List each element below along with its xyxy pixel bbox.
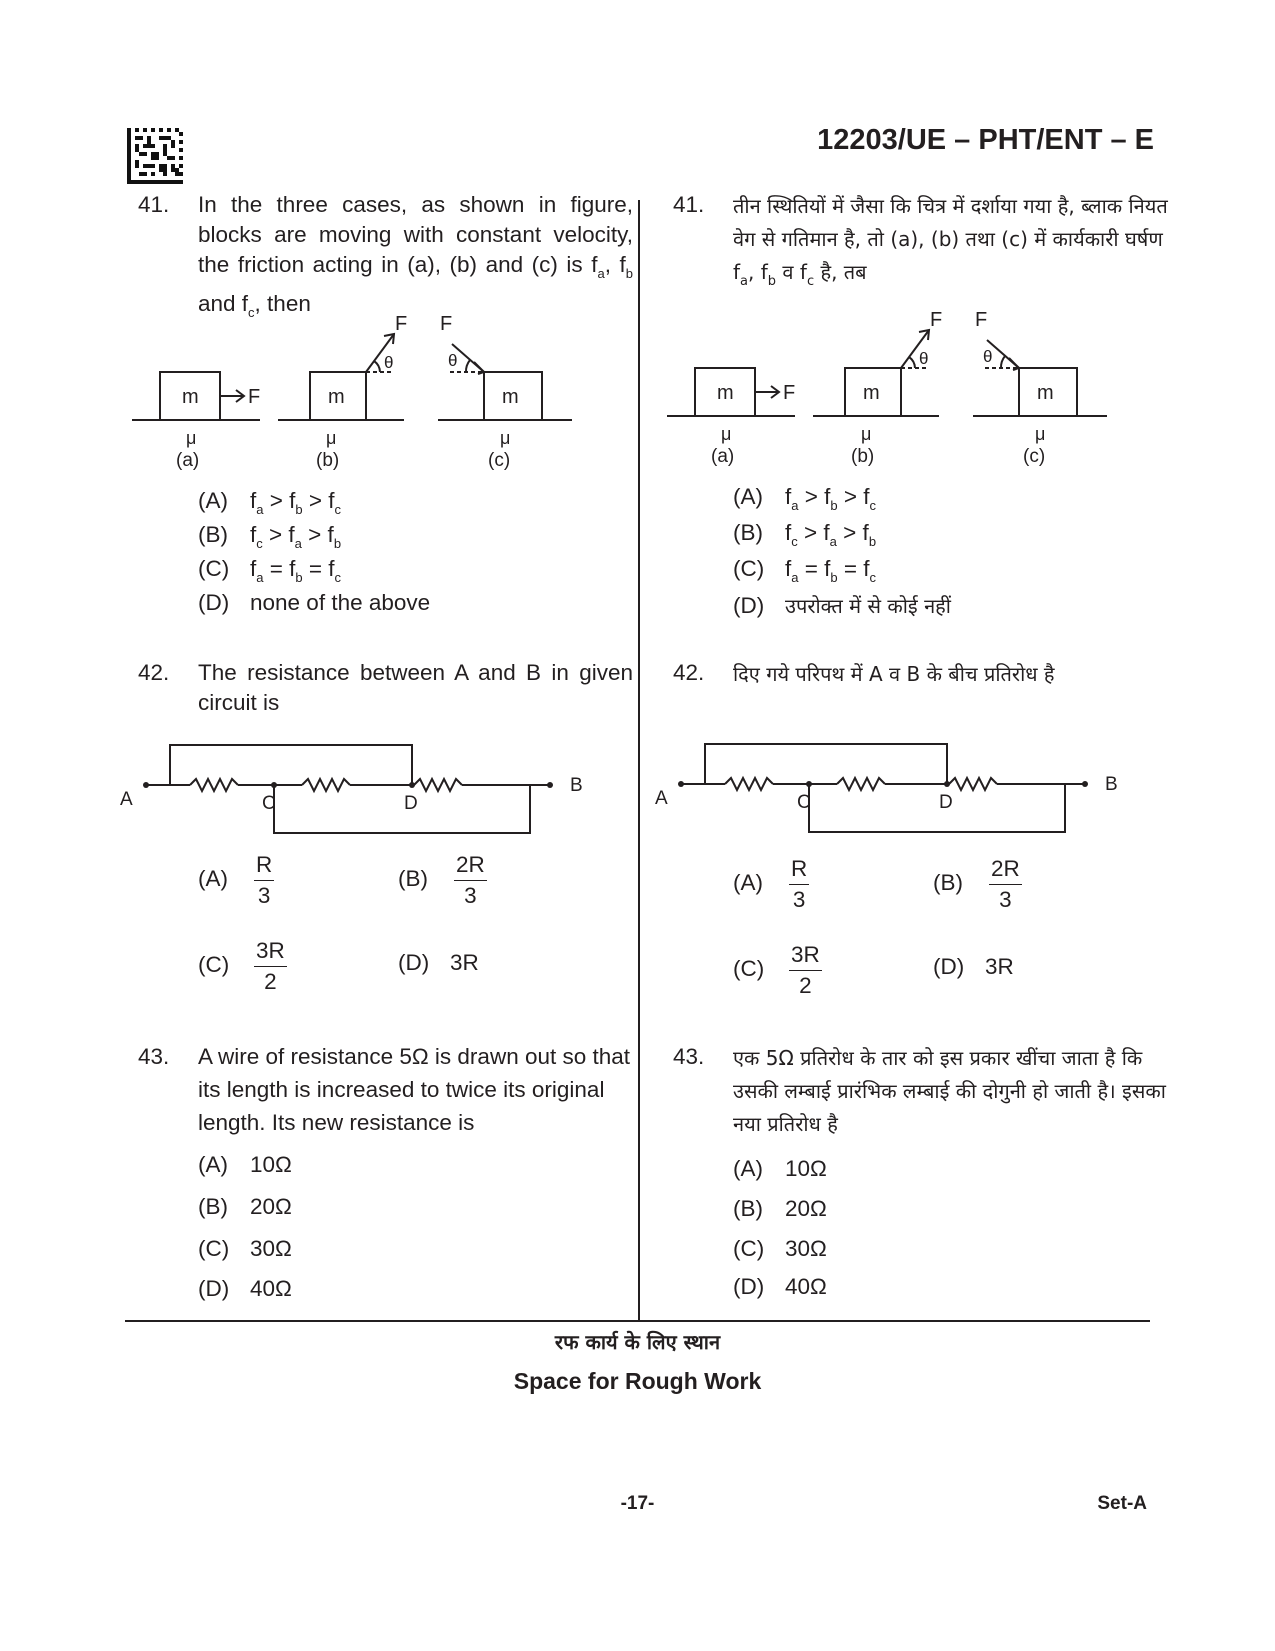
angle-label: θ [983, 347, 993, 366]
case-label: (b) [316, 450, 340, 470]
fraction: $\frac{R}{3}$ [791, 856, 808, 912]
question-text: एक 5Ω प्रतिरोध के तार को इस प्रकार खींचा जाता है कि उसकी लम्बाई प्रारंभिक लम्बाई की दोगुनी हो जाती है। इसका नया प्रतिरोध है [733, 1046, 1166, 1136]
question-41 [138, 190, 633, 328]
angle-label: θ [919, 349, 929, 368]
question-42 [138, 658, 633, 718]
question-text: दिए गये परिपथ में A व B के बीच प्रतिरोध है [733, 662, 1055, 686]
question-42 [673, 658, 1168, 691]
option-c[interactable]: (C) 30Ω [198, 1236, 292, 1261]
case-label: (c) [488, 450, 511, 470]
force-label: F [440, 313, 453, 335]
question-number: 42. [673, 660, 705, 685]
blocks-figure [667, 306, 1127, 466]
option-a[interactable]: (A) $f_a > f_b > f_c$ [198, 488, 342, 517]
option-a[interactable]: (A) $f_a > f_b > f_c$ [733, 484, 877, 513]
node-d-label: D [404, 793, 418, 814]
block-mass-label: m [182, 386, 199, 408]
column-divider [638, 200, 640, 1320]
node-c-label: C [797, 792, 811, 813]
option-a[interactable]: (A) 10Ω [733, 1156, 827, 1181]
question-text: तीन स्थितियों में जैसा कि चित्र में दर्शाया गया है, ब्लाक नियत वेग से गतिमान है, तो (a), (b) तथा (c) में कार्यकारी घर्षण $f_a$, $f_b$ व $f_c$ है, तब [733, 194, 1168, 289]
fraction: $\frac{2R}{3}$ [456, 852, 485, 908]
force-label: F [395, 313, 408, 335]
question-text: The resistance between A and B in given circuit is [198, 660, 633, 715]
block-mass-label: m [717, 382, 734, 404]
case-label: (b) [851, 446, 875, 466]
fraction: $\frac{3R}{2}$ [256, 938, 285, 994]
option-c[interactable]: (C) $f_a = f_b = f_c$ [198, 556, 342, 585]
friction-label: μ [1035, 424, 1046, 444]
paper-code: 12203/UE – PHT/ENT – E [817, 124, 1154, 156]
question-number: 41. [673, 192, 705, 217]
option-b[interactable]: (B) 20Ω [198, 1194, 292, 1219]
question-number: 41. [138, 192, 170, 217]
block-mass-label: m [863, 382, 880, 404]
option-c[interactable]: (C) $f_a = f_b = f_c$ [733, 556, 877, 585]
question-text: A wire of resistance 5Ω is drawn out so that its length is increased to twice its original length. Its new resistance is [198, 1044, 631, 1135]
footer-divider [125, 1320, 1150, 1322]
option-d[interactable]: (D) 40Ω [198, 1276, 292, 1301]
qr-code [127, 128, 183, 184]
question-43 [138, 1040, 633, 1139]
option-b[interactable]: (B) $\frac{2R}{3}$ [933, 854, 1022, 915]
friction-label: μ [500, 428, 511, 448]
friction-label: μ [861, 424, 872, 444]
circuit-figure [653, 734, 1123, 844]
page-number: -17- [620, 1493, 655, 1514]
question-number: 43. [673, 1044, 705, 1069]
case-label: (c) [1023, 446, 1046, 466]
fraction: $\frac{3R}{2}$ [791, 942, 820, 998]
node-b-label: B [1105, 774, 1118, 795]
option-a[interactable]: (A) $\frac{R}{3}$ [733, 854, 809, 915]
angle-label: θ [384, 353, 394, 372]
node-c-label: C [262, 793, 276, 814]
fraction: $\frac{R}{3}$ [256, 852, 273, 908]
rough-work-hindi: रफ कार्य के लिए स्थान [554, 1330, 721, 1354]
option-b[interactable]: (B) $f_c > f_a > f_b$ [733, 520, 877, 549]
angle-label: θ [448, 351, 458, 370]
force-label: F [975, 309, 988, 331]
node-a-label: A [120, 789, 133, 810]
node-a-label: A [655, 788, 668, 809]
question-41 [673, 190, 1168, 298]
case-label: (a) [176, 450, 200, 470]
friction-label: μ [186, 428, 197, 448]
option-a[interactable]: (A) 10Ω [198, 1152, 292, 1177]
option-b[interactable]: (B) $f_c > f_a > f_b$ [198, 522, 342, 551]
question-number: 42. [138, 660, 170, 685]
option-c[interactable]: (C) $\frac{3R}{2}$ [198, 936, 287, 997]
fraction: $\frac{2R}{3}$ [991, 856, 1020, 912]
force-label: F [930, 309, 943, 331]
node-d-label: D [939, 792, 953, 813]
force-label: F [248, 386, 261, 408]
option-d[interactable]: (D) 40Ω [733, 1274, 827, 1299]
option-d[interactable]: (D) 3R [398, 950, 479, 975]
force-label: F [783, 382, 796, 404]
block-mass-label: m [502, 386, 519, 408]
friction-label: μ [721, 424, 732, 444]
option-a[interactable]: (A) $\frac{R}{3}$ [198, 850, 274, 911]
block-mass-label: m [328, 386, 345, 408]
friction-label: μ [326, 428, 337, 448]
rough-work-english: Space for Rough Work [513, 1368, 762, 1394]
circuit-figure [118, 735, 588, 845]
option-c[interactable]: (C) $\frac{3R}{2}$ [733, 940, 822, 1001]
question-number: 43. [138, 1044, 170, 1069]
option-d[interactable]: (D) 3R [933, 954, 1014, 979]
option-b[interactable]: (B) 20Ω [733, 1196, 827, 1221]
set-label: Set-A [1097, 1493, 1147, 1514]
option-d[interactable]: (D) none of the above [198, 590, 431, 615]
blocks-figure [132, 310, 592, 470]
question-text: In the three cases, as shown in figure, blocks are moving with constant velocity, the friction acting in (a), (b) and (c) is $f_a$, $f_b$ and $f_c$, then [198, 192, 633, 320]
option-d[interactable]: (D) उपरोक्त में से कोई नहीं [733, 593, 951, 618]
case-label: (a) [711, 446, 735, 466]
question-43 [673, 1042, 1168, 1141]
block-mass-label: m [1037, 382, 1054, 404]
option-b[interactable]: (B) $\frac{2R}{3}$ [398, 850, 487, 911]
option-c[interactable]: (C) 30Ω [733, 1236, 827, 1261]
node-b-label: B [570, 775, 583, 796]
